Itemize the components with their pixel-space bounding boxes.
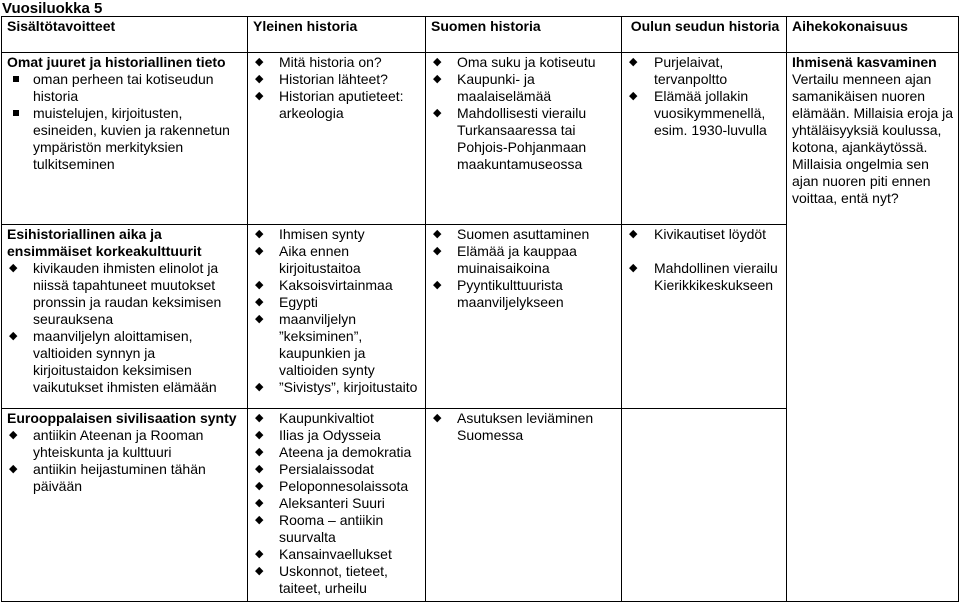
goals-cell bbox=[2, 225, 248, 409]
list-item: ◆ Oma suku ja kotiseutu bbox=[431, 54, 618, 71]
list-item: ◆ Purjelaivat, tervanpoltto bbox=[627, 54, 783, 88]
list-item: ◆ Kaksoisvirtainmaa bbox=[253, 277, 422, 294]
goals-cell bbox=[2, 409, 248, 602]
oulu-history-cell bbox=[622, 225, 787, 409]
page-title: Vuosiluokka 5 bbox=[2, 0, 103, 17]
list-item: ◆ ”Sivistys”, kirjoitustaito bbox=[253, 379, 422, 396]
list-item: ◆ Aleksanteri Suuri bbox=[253, 495, 422, 512]
oulu-history-cell bbox=[622, 409, 787, 602]
section-heading: Omat juuret ja historiallinen tieto bbox=[7, 54, 226, 70]
list-item: muistelujen, kirjoitusten, esineiden, kuvien ja rakennetun ympäristön merkityksien tulkitseminen bbox=[7, 105, 244, 173]
general-history-cell bbox=[248, 53, 426, 225]
header-suomen-historia: Suomen historia bbox=[426, 17, 622, 53]
header-yleinen-historia: Yleinen historia bbox=[248, 17, 426, 53]
table-header-row bbox=[2, 17, 959, 53]
section-heading: Esihistoriallinen aika ja ensimmäiset korkeakulttuurit bbox=[7, 226, 202, 259]
header-oulun-seudun-historia: Oulun seudun historia bbox=[622, 17, 787, 53]
goals-list bbox=[7, 427, 244, 495]
list-item: ◆ Historian aputieteet: arkeologia bbox=[253, 88, 422, 122]
list-item: ◆ maanviljelyn aloittamisen, valtioiden synnyn ja kirjoitustaidon keksimisen vaikutukset ihmisten elämään bbox=[7, 328, 244, 396]
finnish-history-list bbox=[431, 410, 618, 444]
list-item: ◆ Elämää jollakin vuosikymmenellä, esim. 1930-luvulla bbox=[627, 88, 783, 139]
curriculum-table bbox=[1, 16, 959, 602]
list-item: ◆ Kansainvaellukset bbox=[253, 546, 422, 563]
list-item: ◆ Elämää ja kauppaa muinaisaikoina bbox=[431, 243, 618, 277]
list-item: ◆ Aika ennen kirjoitustaitoa bbox=[253, 243, 422, 277]
list-item: ◆ Rooma – antiikin suurvalta bbox=[253, 512, 422, 546]
list-item: ◆ Pyyntikulttuurista maanviljelykseen bbox=[431, 277, 618, 311]
list-item: ◆ Ilias ja Odysseia bbox=[253, 427, 422, 444]
list-item: ◆ Persialaissodat bbox=[253, 461, 422, 478]
list-item: ◆ Mitä historia on? bbox=[253, 54, 422, 71]
oulu-history-cell bbox=[622, 53, 787, 225]
list-item: ◆ maanviljelyn ”keksiminen”, kaupunkien ja valtioiden synty bbox=[253, 311, 422, 379]
header-aihekokonaisuus: Aihekokonaisuus bbox=[787, 17, 959, 53]
list-item: ◆ antiikin heijastuminen tähän päivään bbox=[7, 461, 244, 495]
general-history-cell bbox=[248, 409, 426, 602]
list-item: ◆ Mahdollisesti vierailu Turkansaaressa tai Pohjois-Pohjanmaan maakuntamuseossa bbox=[431, 105, 618, 173]
list-item: ◆ kivikauden ihmisten elinolot ja niissä tapahtuneet muutokset pronssin ja raudan keksimisen seurauksena bbox=[7, 260, 244, 328]
list-item: ◆ Kaupunkivaltiot bbox=[253, 410, 422, 427]
goals-cell bbox=[2, 53, 248, 225]
general-history-cell bbox=[248, 225, 426, 409]
finnish-history-list bbox=[431, 226, 618, 311]
general-history-list bbox=[253, 410, 422, 597]
list-item: ◆ Ateena ja demokratia bbox=[253, 444, 422, 461]
oulu-history-list bbox=[627, 226, 783, 294]
goals-list bbox=[7, 71, 244, 173]
finnish-history-cell bbox=[426, 53, 622, 225]
theme-heading: Ihmisenä kasvaminen bbox=[792, 54, 937, 70]
list-item: ◆ Egypti bbox=[253, 294, 422, 311]
list-item: ◆ Peloponnesolaissota bbox=[253, 478, 422, 495]
list-item: ◆ Suomen asuttaminen bbox=[431, 226, 618, 243]
list-item: oman perheen tai kotiseudun historia bbox=[7, 71, 244, 105]
finnish-history-list bbox=[431, 54, 618, 173]
list-item: ◆ Historian lähteet? bbox=[253, 71, 422, 88]
oulu-history-list bbox=[627, 54, 783, 139]
theme-text: Vertailu menneen ajan samanikäisen nuoren elämään. Millaisia eroja ja yhtäläisyyksiä koulussa, kotona, ajankäytössä. Millaisia ongelmia sen ajan nuoren piti ennen voittaa, entä nyt? bbox=[792, 71, 954, 206]
header-sisaltotavoitteet: Sisältötavoitteet bbox=[2, 17, 248, 53]
list-item: ◆ Ihmisen synty bbox=[253, 226, 422, 243]
list-item: ◆ Uskonnot, tieteet, taiteet, urheilu bbox=[253, 563, 422, 597]
section-heading: Eurooppalaisen sivilisaation synty bbox=[7, 410, 237, 426]
table-row bbox=[2, 53, 959, 225]
list-item: ◆ Asutuksen leviäminen Suomessa bbox=[431, 410, 618, 444]
theme-cell bbox=[787, 53, 959, 602]
list-item: ◆ antiikin Ateenan ja Rooman yhteiskunta ja kulttuuri bbox=[7, 427, 244, 461]
list-item: ◆ Kaupunki- ja maalaiselämää bbox=[431, 71, 618, 105]
goals-list bbox=[7, 260, 244, 396]
general-history-list bbox=[253, 226, 422, 396]
finnish-history-cell bbox=[426, 409, 622, 602]
list-item: ◆ Mahdollinen vierailu Kierikkikeskukseen bbox=[627, 260, 783, 294]
list-item: ◆ Kivikautiset löydöt bbox=[627, 226, 783, 243]
general-history-list bbox=[253, 54, 422, 122]
finnish-history-cell bbox=[426, 225, 622, 409]
